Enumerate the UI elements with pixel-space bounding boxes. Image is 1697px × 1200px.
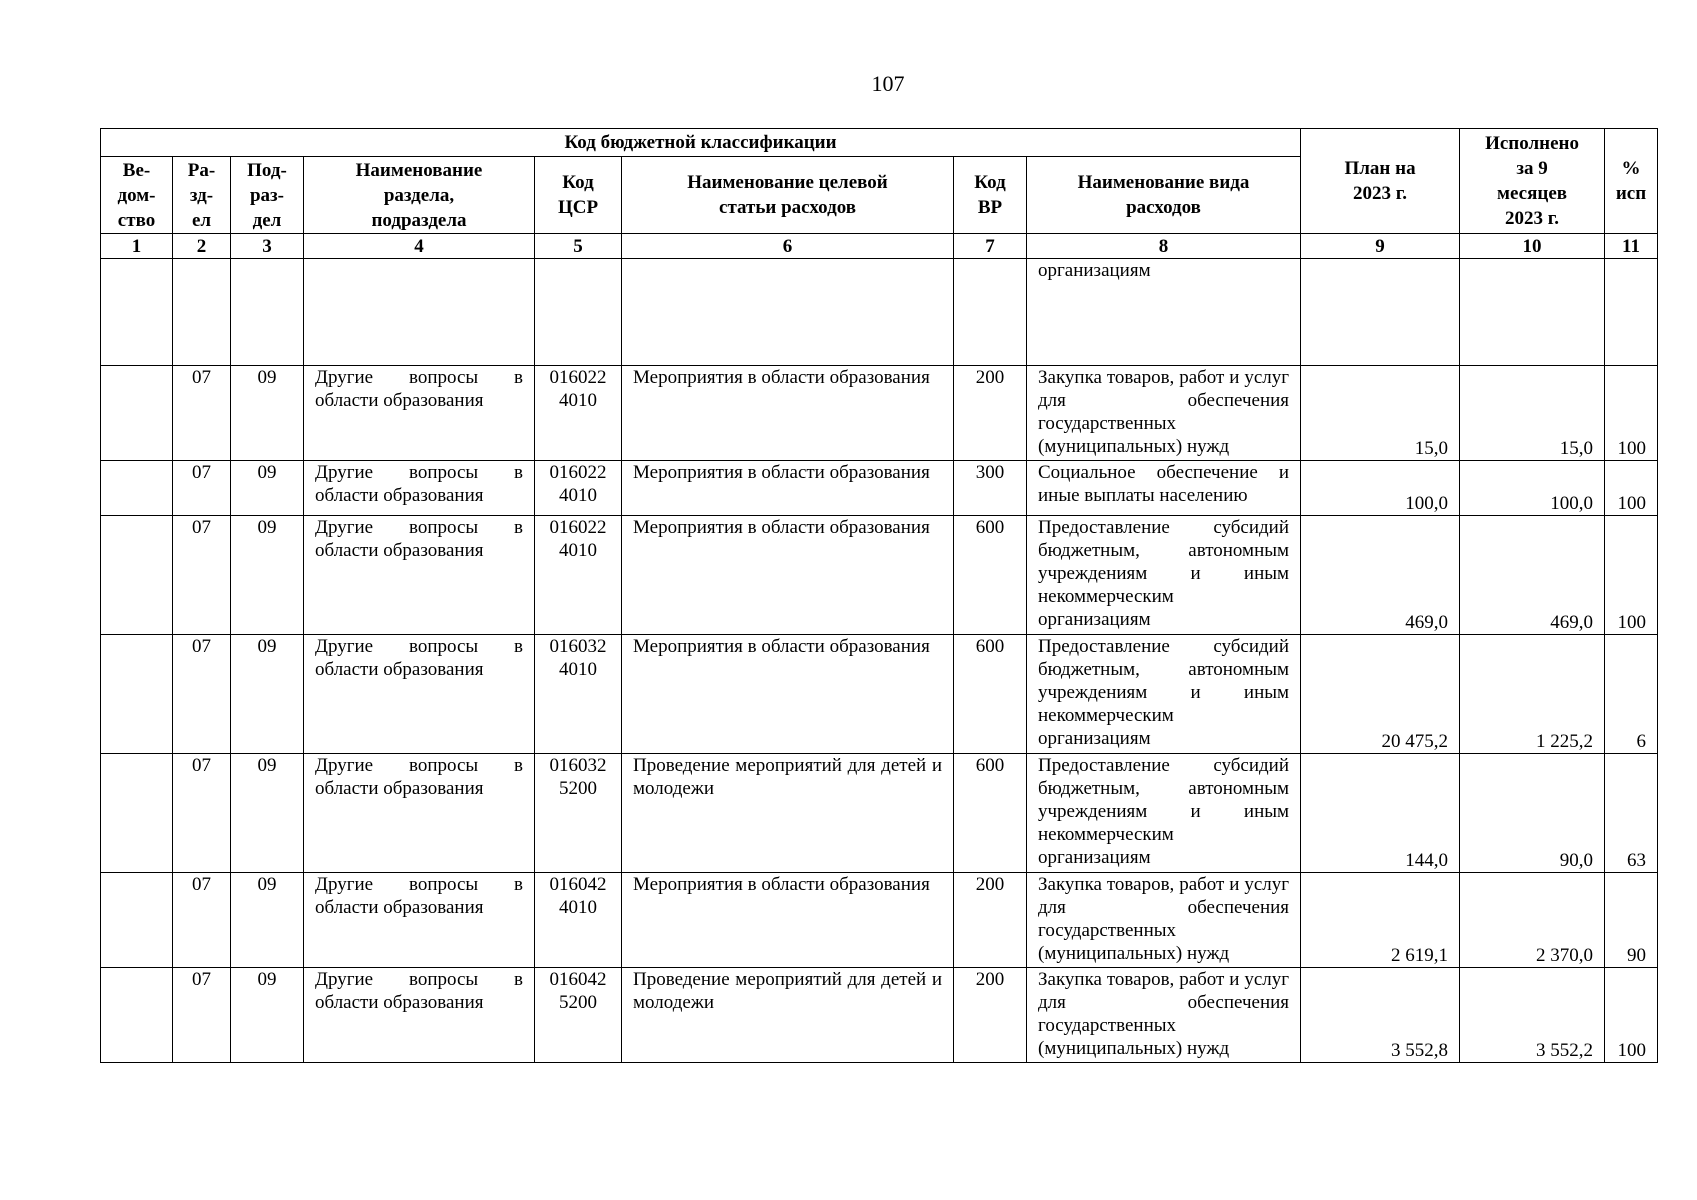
table-row — [101, 366, 1658, 461]
col-podrazdel-header: Под- раз- дел — [231, 157, 304, 234]
table-row — [101, 259, 1658, 366]
column-number: 4 — [304, 234, 535, 259]
cell-name-celevoy: Проведение мероприятий для детей и молодежи — [622, 754, 954, 873]
cell-name-razdel: Другие вопросы в области образования — [304, 366, 535, 461]
cell-plan: 2 619,1 — [1301, 873, 1460, 968]
cell-name-vida: Социальное обеспечение и иные выплаты населению — [1027, 461, 1301, 516]
column-number: 8 — [1027, 234, 1301, 259]
cell-name-celevoy: Мероприятия в области образования — [622, 461, 954, 516]
cell-kod-csr: 016022 4010 — [535, 366, 622, 461]
col-vedomstvo-header: Ве- дом- ство — [101, 157, 173, 234]
cell-kod-vr: 300 — [954, 461, 1027, 516]
cell-plan: 15,0 — [1301, 366, 1460, 461]
cell-vedomstvo — [101, 754, 173, 873]
table-row — [101, 461, 1658, 516]
table-row — [101, 516, 1658, 635]
cell-name-vida: Предоставление субсидий бюджетным, автономным учреждениям и иным некоммерческим организациям — [1027, 635, 1301, 754]
cell-podrazdel: 09 — [231, 461, 304, 516]
cell-vedomstvo — [101, 366, 173, 461]
cell-kod-csr: 016042 4010 — [535, 873, 622, 968]
col-plan-header: План на 2023 г. — [1301, 129, 1460, 234]
cell-name-vida: Закупка товаров, работ и услуг для обеспечения государственных (муниципальных) нужд — [1027, 366, 1301, 461]
table-row — [101, 873, 1658, 968]
cell-razdel: 07 — [173, 968, 231, 1063]
cell-name-razdel: Другие вопросы в области образования — [304, 635, 535, 754]
cell-name-celevoy — [622, 259, 954, 366]
cell-podrazdel: 09 — [231, 366, 304, 461]
cell-plan — [1301, 259, 1460, 366]
column-number: 1 — [101, 234, 173, 259]
cell-kod-csr: 016022 4010 — [535, 461, 622, 516]
cell-podrazdel — [231, 259, 304, 366]
header-group-row — [101, 129, 1658, 157]
cell-ispolneno: 100,0 — [1460, 461, 1605, 516]
cell-kod-csr: 016022 4010 — [535, 516, 622, 635]
cell-vedomstvo — [101, 461, 173, 516]
cell-ispolneno: 1 225,2 — [1460, 635, 1605, 754]
cell-percent: 63 — [1605, 754, 1658, 873]
cell-vedomstvo — [101, 873, 173, 968]
cell-kod-vr: 600 — [954, 754, 1027, 873]
cell-plan: 469,0 — [1301, 516, 1460, 635]
cell-percent: 100 — [1605, 366, 1658, 461]
cell-podrazdel: 09 — [231, 968, 304, 1063]
cell-kod-vr: 200 — [954, 968, 1027, 1063]
cell-razdel: 07 — [173, 516, 231, 635]
budget-table — [100, 128, 1658, 1063]
col-name-vida-header: Наименование вида расходов — [1027, 157, 1301, 234]
cell-ispolneno: 90,0 — [1460, 754, 1605, 873]
cell-kod-vr: 200 — [954, 366, 1027, 461]
cell-name-vida: Предоставление субсидий бюджетным, автономным учреждениям и иным некоммерческим организациям — [1027, 754, 1301, 873]
cell-plan: 20 475,2 — [1301, 635, 1460, 754]
cell-kod-vr: 600 — [954, 516, 1027, 635]
column-number: 10 — [1460, 234, 1605, 259]
column-number: 9 — [1301, 234, 1460, 259]
cell-name-vida: Закупка товаров, работ и услуг для обеспечения государственных (муниципальных) нужд — [1027, 968, 1301, 1063]
cell-name-celevoy: Проведение мероприятий для детей и молодежи — [622, 968, 954, 1063]
cell-kod-vr — [954, 259, 1027, 366]
cell-vedomstvo — [101, 968, 173, 1063]
cell-kod-vr: 600 — [954, 635, 1027, 754]
cell-percent: 6 — [1605, 635, 1658, 754]
column-number: 7 — [954, 234, 1027, 259]
table-row — [101, 968, 1658, 1063]
cell-name-celevoy: Мероприятия в области образования — [622, 635, 954, 754]
cell-kod-csr — [535, 259, 622, 366]
cell-razdel: 07 — [173, 873, 231, 968]
cell-kod-csr: 016032 4010 — [535, 635, 622, 754]
cell-razdel — [173, 259, 231, 366]
col-name-celevoy-header: Наименование целевой статьи расходов — [622, 157, 954, 234]
cell-podrazdel: 09 — [231, 516, 304, 635]
cell-ispolneno: 3 552,2 — [1460, 968, 1605, 1063]
cell-percent: 100 — [1605, 968, 1658, 1063]
column-number: 5 — [535, 234, 622, 259]
cell-name-vida: Закупка товаров, работ и услуг для обеспечения государственных (муниципальных) нужд — [1027, 873, 1301, 968]
cell-podrazdel: 09 — [231, 873, 304, 968]
column-number: 6 — [622, 234, 954, 259]
cell-kod-vr: 200 — [954, 873, 1027, 968]
cell-ispolneno: 15,0 — [1460, 366, 1605, 461]
cell-ispolneno — [1460, 259, 1605, 366]
budget-classification-header: Код бюджетной классификации — [101, 129, 1301, 157]
cell-vedomstvo — [101, 516, 173, 635]
cell-name-vida: Предоставление субсидий бюджетным, автономным учреждениям и иным некоммерческим организациям — [1027, 516, 1301, 635]
cell-ispolneno: 2 370,0 — [1460, 873, 1605, 968]
cell-razdel: 07 — [173, 754, 231, 873]
cell-name-razdel: Другие вопросы в области образования — [304, 461, 535, 516]
col-name-razdel-header: Наименование раздела, подраздела — [304, 157, 535, 234]
column-number: 3 — [231, 234, 304, 259]
col-kod-vr-header: Код ВР — [954, 157, 1027, 234]
cell-plan: 144,0 — [1301, 754, 1460, 873]
table-row — [101, 635, 1658, 754]
cell-plan: 100,0 — [1301, 461, 1460, 516]
cell-vedomstvo — [101, 635, 173, 754]
table-row — [101, 754, 1658, 873]
cell-name-vida: организациям — [1027, 259, 1301, 366]
cell-name-celevoy: Мероприятия в области образования — [622, 516, 954, 635]
cell-vedomstvo — [101, 259, 173, 366]
col-razdel-header: Ра- зд- ел — [173, 157, 231, 234]
cell-name-razdel — [304, 259, 535, 366]
page-number: 107 — [871, 71, 905, 96]
column-number: 2 — [173, 234, 231, 259]
cell-name-razdel: Другие вопросы в области образования — [304, 516, 535, 635]
cell-name-celevoy: Мероприятия в области образования — [622, 873, 954, 968]
cell-percent — [1605, 259, 1658, 366]
column-number-row — [101, 234, 1658, 259]
col-ispolneno-header: Исполнено за 9 месяцев 2023 г. — [1460, 129, 1605, 234]
col-kod-csr-header: Код ЦСР — [535, 157, 622, 234]
cell-kod-csr: 016042 5200 — [535, 968, 622, 1063]
cell-razdel: 07 — [173, 366, 231, 461]
cell-podrazdel: 09 — [231, 635, 304, 754]
cell-razdel: 07 — [173, 635, 231, 754]
column-number: 11 — [1605, 234, 1658, 259]
cell-razdel: 07 — [173, 461, 231, 516]
cell-name-razdel: Другие вопросы в области образования — [304, 968, 535, 1063]
col-percent-header: % исп — [1605, 129, 1658, 234]
cell-kod-csr: 016032 5200 — [535, 754, 622, 873]
cell-name-celevoy: Мероприятия в области образования — [622, 366, 954, 461]
cell-percent: 100 — [1605, 461, 1658, 516]
cell-percent: 90 — [1605, 873, 1658, 968]
cell-name-razdel: Другие вопросы в области образования — [304, 873, 535, 968]
cell-name-razdel: Другие вопросы в области образования — [304, 754, 535, 873]
cell-plan: 3 552,8 — [1301, 968, 1460, 1063]
cell-percent: 100 — [1605, 516, 1658, 635]
cell-podrazdel: 09 — [231, 754, 304, 873]
cell-ispolneno: 469,0 — [1460, 516, 1605, 635]
